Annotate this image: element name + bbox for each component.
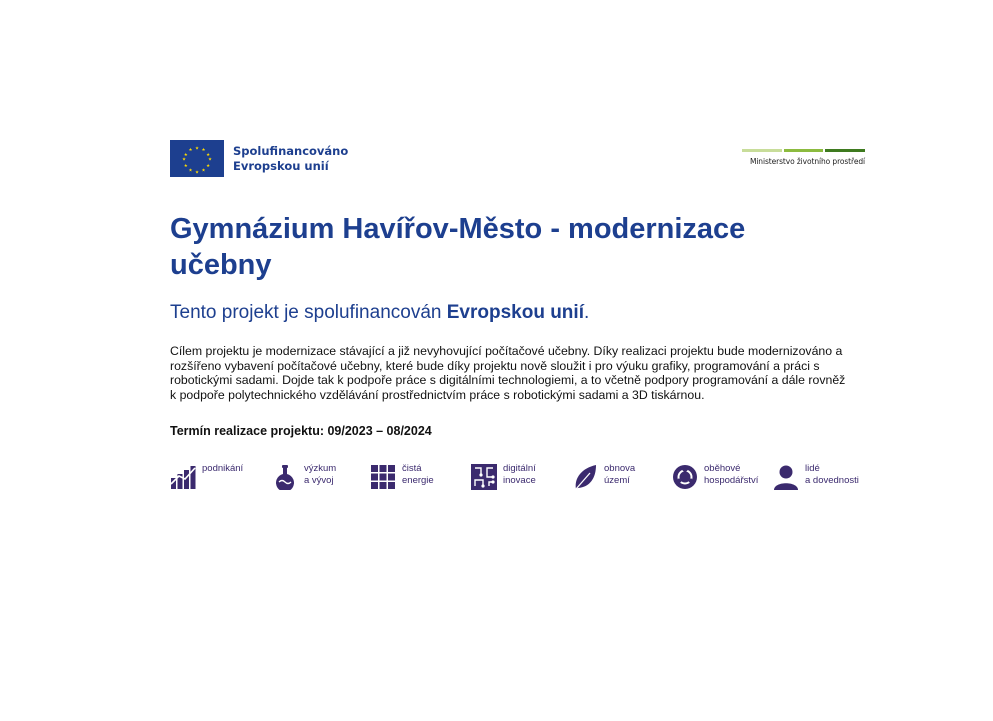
theme-label-line2: území: [604, 475, 630, 486]
theme-label-line2: inovace: [503, 475, 536, 486]
project-description: Cílem projektu je modernizace stávající a již nevyhovující počítačové učebny. Díky realizaci projektu bude modernizováno a rozšířeno vybavení počítačové učebny, které bude díky projektu nově sloužit i pro výuku grafiky, programování a práci s robotickými sadami. Dojde tak k podpoře práce s digitálními technologiemi, a to včetně podpory programování a dále rovněž k podpoře polytechnického vzdělávání prostřednictvím práce s robotickými sadami a 3D tiskárnou.: [170, 344, 846, 402]
theme-label-line2: a vývoj: [304, 475, 334, 486]
project-term: Termín realizace projektu: 09/2023 – 08/2024: [170, 424, 432, 438]
svg-text:★: ★: [183, 152, 188, 158]
theme-label: [503, 463, 536, 487]
ministry-logo: [742, 149, 865, 166]
ministry-bar-dark: [825, 149, 865, 152]
ministry-name: Ministerstvo životního prostředí: [749, 157, 865, 166]
theme-label-line2: energie: [402, 475, 434, 486]
theme-label-line2: hospodářství: [704, 475, 759, 486]
theme-people-skills: [773, 463, 859, 490]
svg-text:★: ★: [194, 170, 200, 176]
ministry-logo-bars: [742, 149, 865, 152]
cofunding-eu: Evropskou unií: [446, 302, 584, 323]
svg-text:★: ★: [206, 163, 211, 169]
theme-label-line1: oběhové: [704, 463, 741, 474]
eu-flag-icon: [170, 140, 224, 177]
theme-circular-economy: [672, 463, 758, 490]
eu-logo-line2: Evropskou unií: [233, 158, 329, 173]
page-title: Gymnázium Havířov-Město - modernizace učebny: [170, 213, 746, 281]
theme-label: [704, 463, 758, 487]
person-icon: [773, 464, 799, 490]
flask-icon: [272, 464, 298, 490]
svg-text:★: ★: [206, 152, 211, 158]
theme-digital: [471, 463, 536, 490]
theme-label-line1: podnikání: [202, 463, 244, 474]
theme-business: [170, 463, 243, 490]
circuit-icon: [471, 464, 497, 490]
theme-label-line1: čistá: [402, 463, 422, 474]
theme-label-line1: výzkum: [304, 463, 337, 474]
cofunding-prefix: Tento projekt je spolufinancován: [170, 302, 447, 323]
svg-text:★: ★: [181, 157, 187, 163]
theme-label: [402, 463, 434, 487]
theme-label-line2: a dovednosti: [805, 475, 859, 486]
cofunding-statement: [170, 302, 589, 324]
theme-label: [202, 463, 243, 475]
theme-territory: [572, 463, 635, 490]
svg-text:★: ★: [188, 168, 193, 174]
theme-icons-row: [170, 463, 870, 493]
theme-label: [604, 463, 635, 487]
theme-label: [805, 463, 859, 487]
eu-logo-text: [233, 144, 348, 174]
bar-chart-icon: [170, 464, 196, 490]
eu-cofunding-logo: [170, 140, 348, 177]
svg-text:★: ★: [201, 148, 206, 153]
theme-research: [272, 463, 336, 490]
theme-label-line1: lidé: [805, 463, 820, 474]
svg-text:★: ★: [207, 157, 213, 163]
solar-panel-icon: [370, 464, 396, 490]
eu-logo-line1: Spolufinancováno: [233, 143, 349, 158]
ministry-bar-light: [742, 149, 782, 152]
cofunding-suffix: .: [583, 302, 590, 323]
theme-label-line1: digitální: [503, 463, 536, 474]
theme-label-line1: obnova: [604, 463, 636, 474]
svg-text:★: ★: [188, 148, 193, 153]
eu-stars: [170, 140, 224, 177]
leaf-icon: [572, 464, 598, 490]
svg-text:★: ★: [201, 168, 206, 174]
theme-label: [304, 463, 336, 487]
ministry-bar-medium: [784, 149, 824, 152]
svg-text:★: ★: [183, 163, 188, 169]
theme-clean-energy: [370, 463, 434, 490]
recycle-icon: [672, 464, 698, 490]
svg-text:★: ★: [194, 146, 200, 152]
